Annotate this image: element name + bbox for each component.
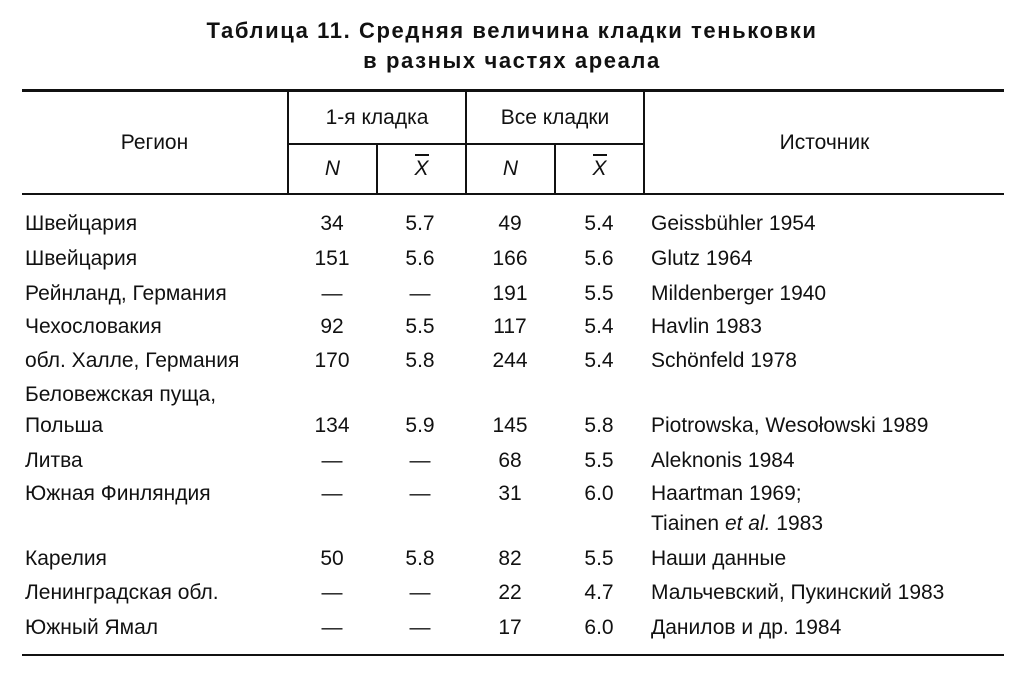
n-all-cell: 244: [492, 349, 528, 372]
n-first-cell: 170: [314, 349, 350, 372]
n-first-cell: 151: [314, 247, 350, 270]
mean-all-cell: 5.8: [584, 414, 614, 437]
x-bar-symbol: X: [414, 157, 429, 180]
source-year: 1983: [770, 512, 824, 535]
source-cell: Geissbühler 1954: [651, 212, 816, 235]
region-cell-continued: Польша: [25, 414, 104, 437]
source-cell: Aleknonis 1984: [651, 449, 795, 472]
n-all-cell: 68: [498, 449, 522, 472]
mean-first-cell: —: [409, 449, 431, 472]
mean-all-cell: 5.5: [584, 282, 614, 305]
region-cell: Швейцария: [25, 212, 138, 235]
n-first-cell: —: [321, 581, 343, 604]
n-first-cell: —: [321, 482, 343, 505]
n-all-cell: 117: [493, 315, 527, 338]
n-all-cell: 145: [492, 414, 528, 437]
n-first-cell: 134: [314, 414, 350, 437]
source-cell: Мальчевский, Пукинский 1983: [651, 581, 945, 604]
mean-all-cell: 5.5: [584, 547, 614, 570]
header-region: Регион: [120, 130, 189, 154]
n-all-cell: 166: [492, 247, 528, 270]
n-all-cell: 31: [498, 482, 522, 505]
region-cell: Литва: [25, 449, 83, 472]
n-all-cell: 22: [498, 581, 522, 604]
source-cell: Данилов и др. 1984: [651, 616, 842, 639]
mean-first-cell: —: [409, 616, 431, 639]
n-first-cell: —: [321, 449, 343, 472]
header-first-clutch: 1-я кладка: [325, 105, 429, 129]
x-bar-symbol: X: [592, 157, 607, 180]
mean-first-cell: 5.8: [405, 349, 435, 372]
mean-first-cell: 5.8: [405, 547, 435, 570]
n-all-cell: 191: [492, 282, 528, 305]
source-cell: Havlin 1983: [651, 315, 762, 338]
mean-all-cell: 5.4: [584, 315, 614, 338]
header-bottom-rule: [22, 193, 1004, 195]
region-cell: Южная Финляндия: [25, 482, 211, 505]
header-mean-all: [556, 145, 643, 193]
source-et-al: et al.: [724, 512, 771, 535]
table-title-line-2: в разных частях ареала: [363, 48, 661, 73]
bottom-rule: [22, 654, 1004, 656]
header-mean-first: [378, 145, 465, 193]
region-cell: Ленинградская обл.: [25, 581, 219, 604]
header-source: Источник: [779, 130, 870, 154]
mean-all-cell: 5.6: [584, 247, 614, 270]
source-cell: Glutz 1964: [651, 247, 753, 270]
table-title: [0, 16, 1024, 76]
n-first-cell: 50: [320, 547, 344, 570]
n-all-cell: 17: [498, 616, 522, 639]
mean-first-cell: 5.5: [405, 315, 435, 338]
source-author: Tiainen: [651, 512, 725, 535]
region-cell: Южный Ямал: [25, 616, 159, 639]
region-cell: Чехословакия: [25, 315, 162, 338]
n-all-cell: 82: [498, 547, 522, 570]
n-first-cell: —: [321, 282, 343, 305]
mean-all-cell: 6.0: [584, 482, 614, 505]
n-all-cell: 49: [498, 212, 522, 235]
n-first-cell: —: [321, 616, 343, 639]
n-first-cell: 34: [320, 212, 344, 235]
table-title-line-1: Таблица 11. Средняя величина кладки теньковки: [206, 18, 818, 43]
n-first-cell: 92: [320, 315, 344, 338]
mean-all-cell: 6.0: [584, 616, 614, 639]
region-cell: Рейнланд, Германия: [25, 282, 227, 305]
region-cell: Швейцария: [25, 247, 138, 270]
mean-all-cell: 5.4: [584, 349, 614, 372]
mean-first-cell: 5.9: [405, 414, 435, 437]
mean-all-cell: 4.7: [584, 581, 614, 604]
region-cell: Беловежская пуща,: [25, 383, 217, 406]
source-cell: Schönfeld 1978: [651, 349, 797, 372]
mean-first-cell: 5.7: [405, 212, 435, 235]
mean-first-cell: —: [409, 482, 431, 505]
source-cell: Piotrowska, Wesołowski 1989: [651, 414, 929, 437]
header-all-clutches: Все кладки: [500, 105, 610, 129]
mean-first-cell: —: [409, 282, 431, 305]
region-cell: Карелия: [25, 547, 107, 570]
mean-all-cell: 5.5: [584, 449, 614, 472]
header-n-first: N: [324, 157, 341, 180]
header-n-all: N: [502, 157, 519, 180]
mean-all-cell: 5.4: [584, 212, 614, 235]
region-cell: обл. Халле, Германия: [25, 349, 240, 372]
mean-first-cell: 5.6: [405, 247, 435, 270]
source-cell-continued: [651, 512, 823, 536]
source-cell: Наши данные: [651, 547, 787, 570]
source-cell: Mildenberger 1940: [651, 282, 827, 305]
mean-first-cell: —: [409, 581, 431, 604]
source-cell: Haartman 1969;: [651, 482, 802, 505]
